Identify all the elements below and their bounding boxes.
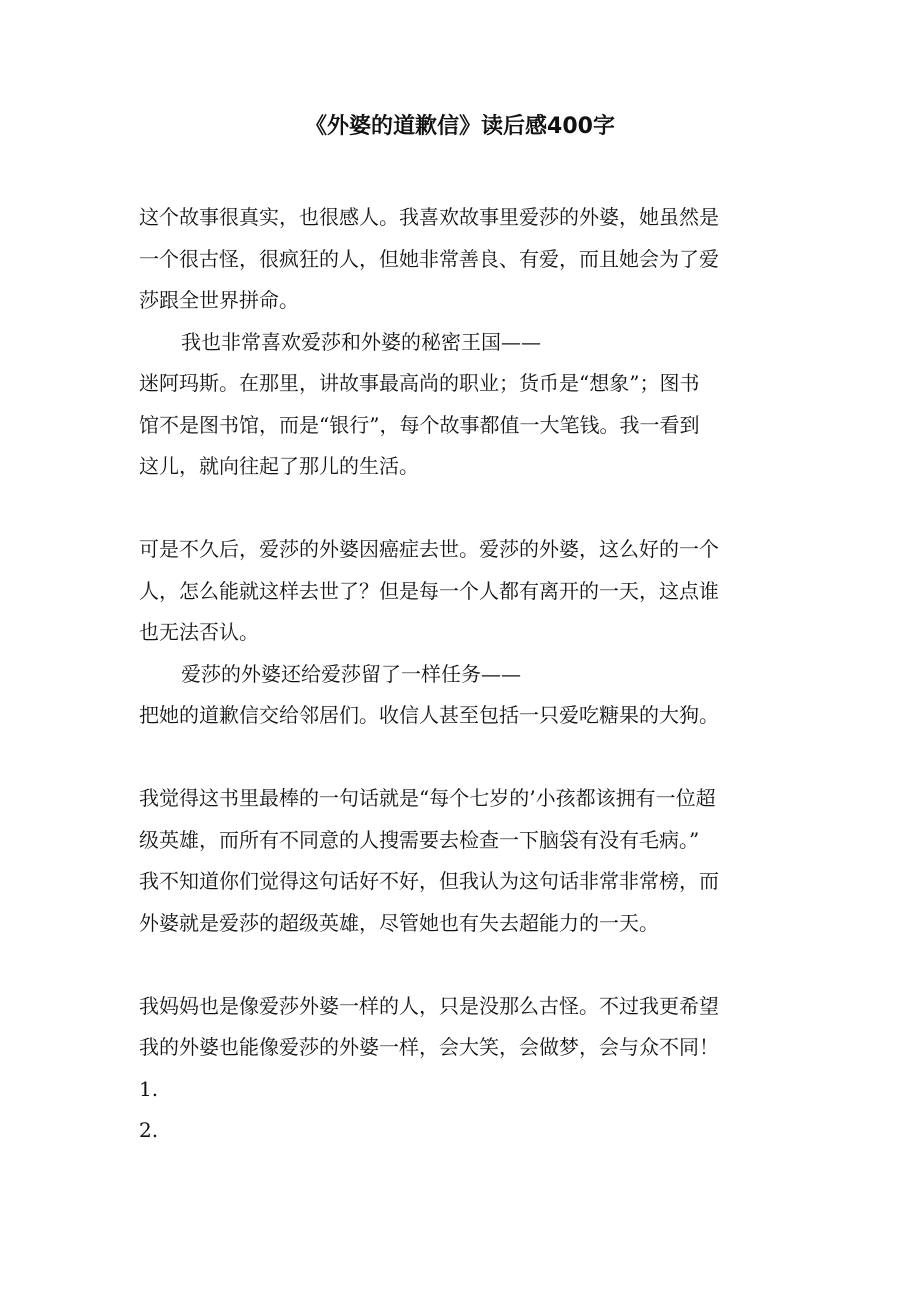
- body-line: 外婆就是爱莎的超级英雄，尽管她也有失去超能力的一天。: [139, 910, 659, 935]
- body-line: 馆不是图书馆，而是“银行”，每个故事都值一大笔钱。我一看到: [139, 412, 700, 437]
- body-line: 把她的道歉信交给邻居们。收信人甚至包括一只爱吃糖果的大狗。: [139, 703, 719, 727]
- body-line: 这个故事很真实，也很感人。我喜欢故事里爱莎的外婆，她虽然是: [139, 205, 719, 229]
- body-line: 我的外婆也能像爱莎的外婆一样，会大笑，会做梦，会与众不同！: [139, 1035, 719, 1059]
- body-line: 我觉得这书里最棒的一句话就是“每个七岁的’小孩都该拥有一位超: [139, 786, 716, 810]
- body-line: 可是不久后，爱莎的外婆因癌症去世。爱莎的外婆，这么好的一个: [139, 537, 719, 561]
- blank-line: [139, 737, 784, 779]
- body-line: 莎跟全世界拼命。: [139, 288, 299, 312]
- body-line: 我不知道你们觉得这句话好不好，但我认为这句话非常非常榜，而: [139, 869, 719, 893]
- body-line: 我也非常喜欢爱莎和外婆的秘密王国——: [181, 329, 541, 354]
- body-line: 级英雄，而所有不同意的人搜需要去检查一下脑袋有没有毛病。”: [139, 827, 700, 852]
- body-line: 人，怎么能就这样去世了？但是每一个人都有离开的一天，这点谁: [139, 578, 719, 603]
- blank-line: [139, 944, 784, 986]
- body-line: 一个很古怪，很疯狂的人，但她非常善良、有爱，而且她会为了爱: [139, 246, 719, 271]
- body-line: 我妈妈也是像爱莎外婆一样的人，只是没那么古怪。不过我更希望: [139, 993, 719, 1018]
- document-title: 《外婆的道歉信》读后感400字: [305, 114, 615, 139]
- body-line: 迷阿玛斯。在那里，讲故事最高尚的职业；货币是“想象”；图书: [139, 371, 700, 395]
- body-line: 也无法否认。: [139, 620, 259, 644]
- body-line: 这儿，就向往起了那儿的生活。: [139, 454, 419, 478]
- document-body: [139, 197, 784, 1152]
- list-item: 2.: [139, 1118, 159, 1142]
- blank-line: [139, 488, 784, 530]
- list-item: 1.: [139, 1076, 159, 1101]
- body-line: 爱莎的外婆还给爱莎留了一样任务——: [181, 661, 521, 686]
